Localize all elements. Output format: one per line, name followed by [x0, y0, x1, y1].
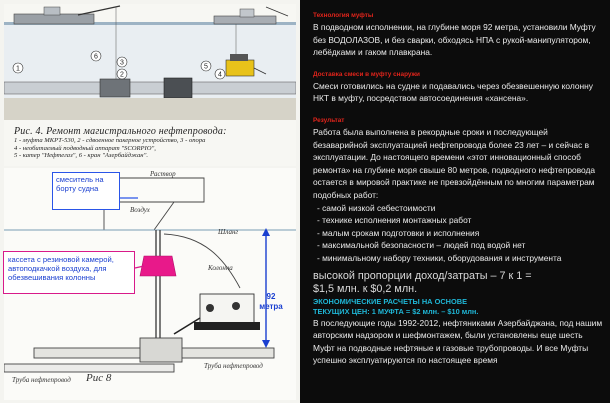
callout-1: 1	[16, 65, 20, 73]
figure-4-caption-title: Рис. 4. Ремонт магистрального нефтепровода:	[14, 126, 227, 137]
ratio-line-1: высокой пропорции доход/затраты – 7 к 1 =	[313, 269, 532, 282]
figure-4-caption-line: 1 - муфта МКРТ-530, 2 - сдвоенное пакерное устройство, 3 - опора	[14, 137, 206, 144]
economics-line-1: ЭКОНОМИЧЕСКИЕ РАСЧЕТЫ НА ОСНОВЕ	[313, 296, 468, 306]
note-mixer: смеситель на борту судна	[52, 172, 120, 210]
final-text: В последующие годы 1992-2012, нефтяниками Азербайджана, под нашим авторским надзором и шефмонтажем, были установлены еще шесть Муфт на подводные нефтяные и газовые трубопроводы. И все Муфты успешно эксплуатируются по настоящее время	[313, 317, 603, 366]
label-vozduh: Воздух	[130, 206, 150, 214]
label-truba-left: Труба нефтепровод	[12, 376, 71, 384]
figure-8-caption: Рис 8	[86, 372, 112, 384]
callout-5: 5	[204, 63, 208, 71]
section-technology-title: Технология муфты	[313, 12, 374, 19]
air-hose-line	[154, 202, 174, 230]
figure-4-caption-line: 5 - катер "Нефтегаз", 6 - кран "Азербайджан".	[14, 152, 148, 159]
list-item: - малым срокам подготовки и исполнения	[317, 227, 480, 238]
section-delivery-text: Смеси готовились на судне и подавались через обезвешенную колонну НКТ в муфту, посредством автосоединения «хансена».	[313, 80, 593, 104]
economics-line-2: ТЕКУЩИХ ЦЕН: 1 МУФТА = $2 млн. – $10 млн.	[313, 306, 479, 316]
ratio-line-2: $1,5 млн. к $0,2 млн.	[313, 283, 418, 295]
text-panel	[300, 0, 610, 403]
note-cassette: кассета с резиновой камерой, автоподкачкой воздуха, для обезвешивания колонны	[3, 251, 135, 294]
figures-panel	[0, 0, 300, 403]
section-result-text: Работа была выполнена в рекордные сроки и последующей безаварийной эксплуатацией нефтепровода более 23 лет – и сейчас в эксплуатации. До настоящего времени «этот инновационный способ ремонта» на глубине моря свыше 80 метров, подводного нефтепровода остается в мировой практике не превзойдённым по многим параметрам подобных работ:	[313, 126, 596, 200]
section-technology-text: В подводном исполнении, на глубине моря 92 метра, установили Муфту без ВОДОЛАЗОВ, и без сварки, обходясь НПА с рукой-манипулятором, лебёдками и гаком плавкрана.	[313, 22, 596, 58]
depth-value: 92	[266, 292, 276, 301]
callout-4: 4	[218, 71, 222, 79]
callout-6: 6	[94, 53, 98, 61]
depth-unit: метра	[259, 302, 283, 311]
list-item: - самой низкой себестоимости	[317, 202, 436, 213]
coupling-mkrt	[164, 78, 192, 98]
label-truba: Труба нефтепровод	[204, 362, 263, 370]
figure-4-caption-line: 4 - необитаемый подводный аппарат "SCORPIO",	[14, 144, 156, 152]
section-delivery-title: Доставка смеси в муфту снаружи	[313, 70, 420, 78]
coupling	[140, 338, 182, 362]
figure-4-caption	[14, 126, 289, 160]
hose-line	[164, 234, 240, 288]
pipeline	[4, 82, 296, 94]
list-item: - максимальной безопасности – людей под водой нет	[317, 240, 526, 251]
depth-label	[258, 292, 284, 312]
label-shlang: Шланг	[218, 228, 239, 236]
seabed	[4, 98, 296, 120]
section-result-title: Результат	[313, 116, 345, 124]
list-item: - технике исполнения монтажных работ	[317, 215, 472, 226]
rov-unit	[174, 294, 260, 334]
callout-2: 2	[120, 71, 124, 79]
packer-device	[100, 79, 130, 97]
label-rastvor: Раствор	[150, 170, 176, 178]
pipeline-left	[4, 364, 174, 372]
list-item: - минимальному набору техники, оборудования и инструмента	[317, 252, 562, 263]
label-kolonna: Колонна	[208, 264, 233, 272]
cassette-funnel	[140, 256, 176, 276]
callout-3: 3	[120, 59, 124, 67]
